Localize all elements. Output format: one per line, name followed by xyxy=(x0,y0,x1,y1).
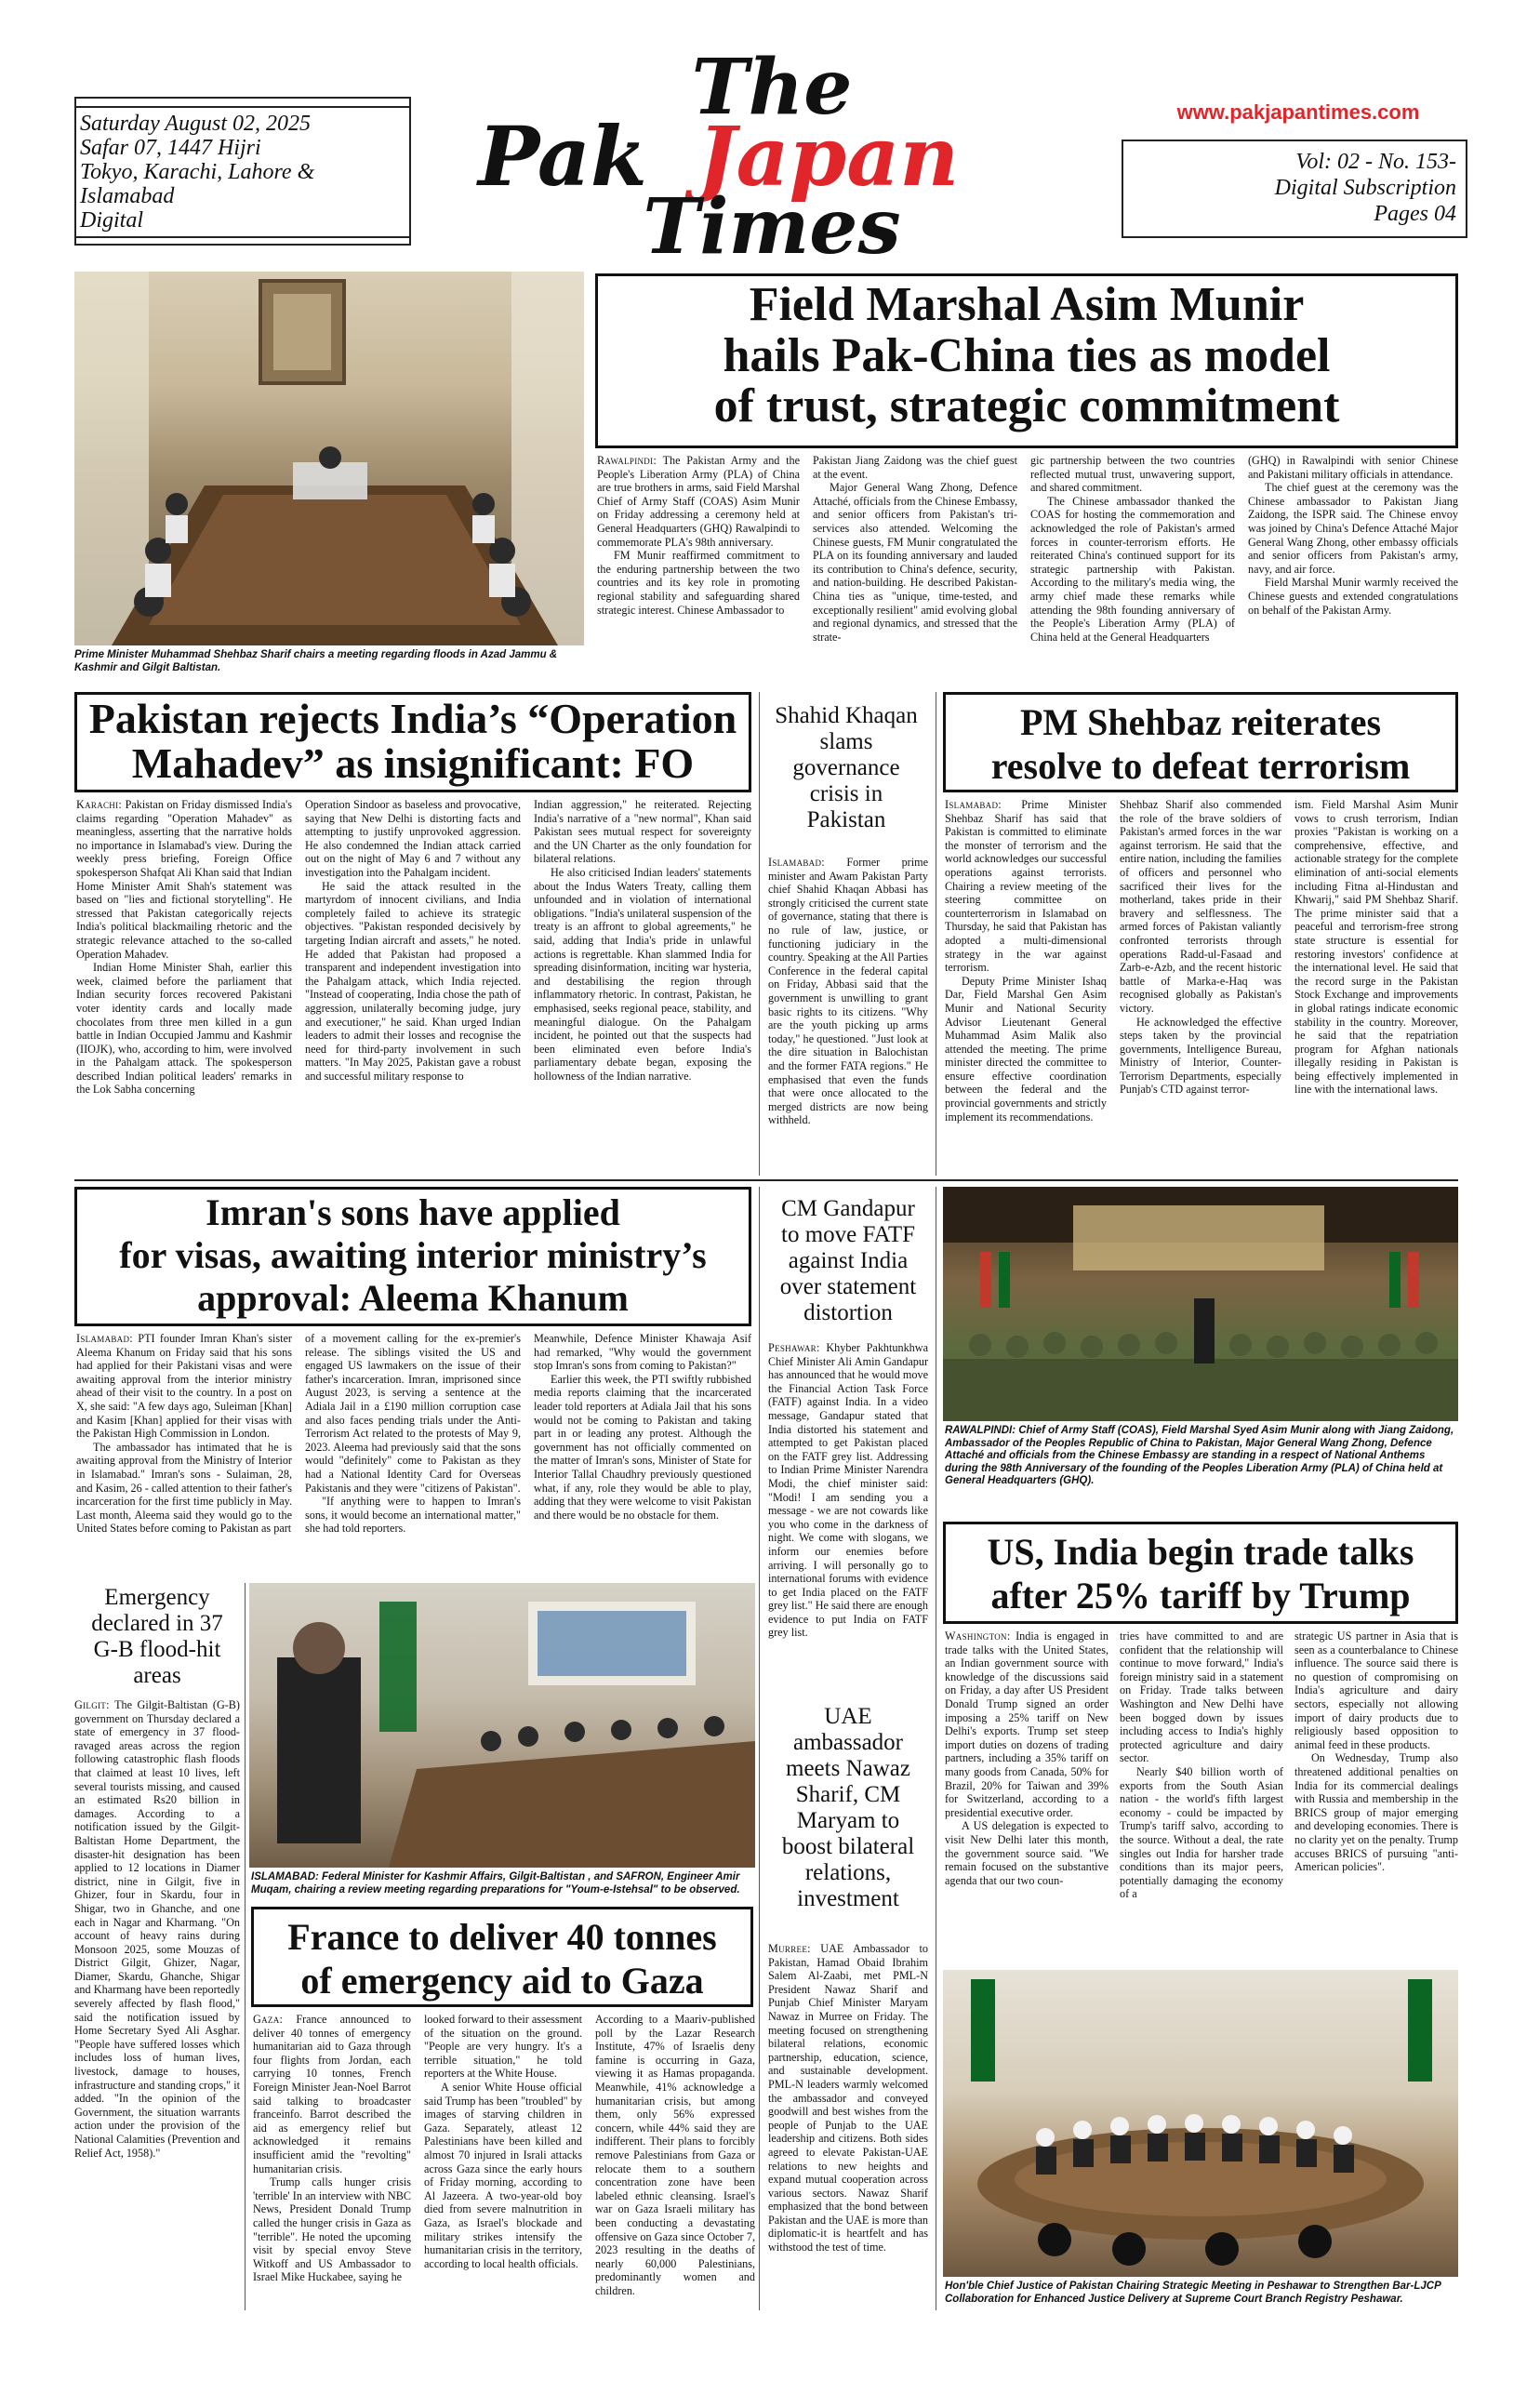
story7-column-2 xyxy=(1120,1629,1283,1936)
story10-column xyxy=(768,1942,928,2310)
story10-headline-line1: UAE xyxy=(824,1704,872,1729)
story9-column-2 xyxy=(424,2013,582,2310)
story2-headline-line2: Mahadev” as insignificant: FO xyxy=(131,739,695,788)
kashmir-affairs-photo-illustration xyxy=(249,1583,755,1868)
story9-col2b-text: A senior White House official said Trump has been "troubled" by images of starving children in Gaza. Separately, atleast 12 Palestinians have been killed and almost 70 injured in Israli attacks across Gaza since the early hours of Friday morning, according to Al Jazeera. A two-year-old boy died from severe malnutrition in Gaza, as Israel's blockade and military strikes intensify the humanitarian crisis in the territory, according to local health officials. xyxy=(424,2080,582,2270)
edition-type: Digital xyxy=(80,208,144,233)
story7-col2-text: tries have committed to and are confident that the relationship will continue to move forward," India's foreign ministry said in a statement on Friday. Trade talks between Washington and New Delhi have been bogged down by issues including access to India's highly protected agriculture and dairy sector. xyxy=(1120,1629,1283,1765)
volume-box xyxy=(1122,140,1467,238)
story10-dateline: Murree: xyxy=(768,1942,811,1955)
story8-headline-line3: G-B flood-hit xyxy=(93,1637,221,1662)
story6-text: Khyber Pakhtunkhwa Chief Minister Ali Amin Gandapur has announced that he would move the Financial Action Task Force (FATF) against India. In a video message, Gandapur stated that India distorted his statement and attempted to get Pakistan placed on the FATF grey list. Addressing to Indian Prime Minister Narendra Modi, the chief minister said: "Modi! I am sending you a message - we are not cowards like you who come in the darkness of night. We come with slogans, we inform our enemies before arriving. I will personally go to international forums with evidence to get India placed on the FATF grey list." He said there are enough evidence to put India on FATF grey list. xyxy=(768,1341,928,1640)
story2-headline-box xyxy=(74,692,751,792)
story7-col2b-text: Nearly $40 billion worth of exports from the South Asian nation - the world's fifth largest economy - could be impacted by Trump's tariff salvo, according to the source. Without a deal, the rate singles out India for harsher trade conditions than its major peers, potentially damaging the economy of a xyxy=(1120,1764,1283,1901)
story2-column-3 xyxy=(534,798,751,1174)
story9-headline-line2: of emergency aid to Gaza xyxy=(300,1960,704,2002)
masthead-pak: Pak xyxy=(478,108,647,205)
story3-headline-line3: governance xyxy=(792,755,900,780)
story5-column-1 xyxy=(76,1332,292,1576)
chief-justice-caption: Hon'ble Chief Justice of Pakistan Chairing Strategic Meeting in Peshawar to Strengthen Bar-LJCP Collaboration for Enhanced Justice Delivery at Supreme Court Branch Registry Peshawar. xyxy=(945,2281,1441,2305)
story5-col2b-text: "If anything were to happen to Imran's sons, it would become an international matter," she had told reporters. xyxy=(305,1495,521,1536)
story4-column-3 xyxy=(1294,798,1458,1174)
story4-col1-text: Prime Minister Shehbaz Sharif has said that Pakistan is committed to eliminate the monster of terrorism and the world acknowledges our successful operations against terrorists. Chairing a review meeting of the steering committee on counterterrorism in Islamabad on Thursday, he said that Pakistan has adopted a multi-dimensional strategy in the war against terrorism. xyxy=(945,798,1107,975)
story7-col3-text: strategic US partner in Asia that is seen as a counterbalance to Chinese influence. The source said there is no question of compromising on India's agriculture and dairy sectors, especially not allowing import of dairy products due to religiously based opposition to animal feed in these products. xyxy=(1294,1629,1458,1751)
story4-col2-text: Shehbaz Sharif also commended the role of the brave soldiers of Pakistan's armed forces in the war against terrorism. He said that the entire nation, including the families of officers and personnel who sacrificed their lives for the motherland, takes pride in their bravery and selflessness. The armed forces of Pakistan valiantly confronted terrorists through operations Radd-ul-Fasaad and Zarb-e-Azb, and the recent historic battle of Marka-e-Haq was recognised globally as Pakistan's victory. xyxy=(1120,798,1281,1015)
story1-col3-text: gic partnership between the two countries reflected mutual trust, unwavering support, and shared commitment. xyxy=(1030,454,1235,495)
story9-column-1 xyxy=(253,2013,411,2310)
story2-col1-text: Pakistan on Friday dismissed India's claims regarding "Operation Mahadev" as meaningless, asserting that the narrative holds no importance in Islamabad's view. During the weekly press briefing, Foreign Office spokesperson Shafqat Ali Khan said that Indian Home Minister Amit Shah's statement was based on "lies and fictional storytelling". He stressed that Pakistan categorically rejects India's political blackmailing rhetoric and the strategic relevance attached to the so-called Operation Mahadev. xyxy=(76,798,292,961)
flood-meeting-caption: Prime Minister Muhammad Shehbaz Sharif chairs a meeting regarding floods in Azad Jammu & Kashmir and Gilgit Baltistan. xyxy=(74,649,558,673)
story5-col1-text: PTI founder Imran Khan's sister Aleema Khanum on Friday said that his sons had applied for their Pakistani visas and were awaiting approval from the interior ministry ahead of their visit to the country. In a post on X, she said: "A few days ago, Suleiman [Khan] and Kasim [Khan] applied for their visas with the Pakistan High Commission in London. xyxy=(76,1332,292,1441)
story1-col3b-text: The Chinese ambassador thanked the COAS for hosting the commemoration and acknowledged the role of Pakistan's armed forces in counter-terrorism efforts. He reiterated China's continued support for its strategic partnership with Pakistan. According to the military's media wing, the army chief made these remarks while attending the 98th founding anniversary of the People's Liberation Army (PLA) of China held at the General Headquarters xyxy=(1030,494,1235,644)
story7-col1-text: India is engaged in trade talks with the United States, an Indian government source with knowledge of the discussions said on Friday, a day after US President Donald Trump signed an order imposing a 25% tariff on New Delhi's exports. Trump set steep import duties on dozens of trading partners, including a 35% tariff on many goods from Canada, 50% for Brazil, 20% for Taiwan and 39% for Switzerland, according to a presidential executive order. xyxy=(945,1629,1109,1819)
story6-column xyxy=(768,1341,928,1640)
flood-meeting-photo-illustration xyxy=(74,272,584,645)
story10-headline xyxy=(768,1704,928,1912)
story1-col1-text: The Pakistan Army and the People's Liberation Army (PLA) of China are true brothers in arms, said Field Marshal Chief of Army Staff (COAS) Asim Munir on Friday addressing a ceremony held at General Headquarters (GHQ) Rawalpindi to commemorate PLA's 98th anniversary. xyxy=(597,454,801,549)
story1-col2b-text: Major General Wang Zhong, Defence Attaché, officials from the Chinese Embassy, and senior officers from Pakistan's tri-services also attended. Welcoming the Chinese guests, FM Munir congratulated the PLA on its founding anniversary and lauded its contribution to China's defence, security, and nation-building. He described Pakistan-China ties as "unique, time-tested, and exceptionally resilient" amid evolving global and regional dynamics, and stressed that the strate- xyxy=(813,481,1017,644)
story5-col1b-text: The ambassador has intimated that he is awaiting approval from the Ministry of Interior in Islamabad." Imran's sons - Sulaiman, 28, and Kasim, 26 - called attention to their father's incarceration for the first time publicly in May. Last month, Aleema said they would go to the United States before coming to Pakistan as part xyxy=(76,1440,292,1536)
story10-headline-line7: relations, xyxy=(804,1860,892,1885)
story8-text: The Gilgit-Baltistan (G-B) government on Thursday declared a state of emergency in 37 flood-ravaged areas across the region following catastrophic flash floods that claimed at least 10 lives, left several tourists missing, and caused an estimated Rs20 billion in damages. According to a notification issued by the Gilgit-Baltistan Home Department, the disaster-hit designation has been applied to 12 locations in Diamer district, nine in Gilgit, five in Ghizer, four in Skardu, four in Shigar, two in Ghanche, and one each in Nagar and Kharmang. "On account of heavy rains during Monsoon 2025, some Mouzas of District Gilgit, Ghizer, Nagar, Diamer, Skardu, Ghanche, Shigar and Kharmang have been reportedly severely affected by flash flood," said the notification issued by Home Secretary Syed Ali Asghar. "People have suffered losses which includes loss of human lives, livestock, damage to houses, infrastructure and standing crops," it added. "In the opinion of the Government, the situation warrants action under the provision of the National Calamities (Prevention and Relief Act, 1958)." xyxy=(74,1698,240,2160)
story8-headline xyxy=(74,1585,240,1689)
story7-headline-line1: US, India begin trade talks xyxy=(987,1531,1414,1573)
cities-line: Tokyo, Karachi, Lahore & xyxy=(80,160,315,184)
kashmir-affairs-photo xyxy=(249,1583,755,1868)
story5-column-3 xyxy=(534,1332,751,1576)
story7-dateline: Washington: xyxy=(945,1629,1011,1643)
story1-col2-text: Pakistan Jiang Zaidong was the chief guest at the event. xyxy=(813,454,1017,481)
story1-col4-text: (GHQ) in Rawalpindi with senior Chinese and Pakistani military officials in attendance. xyxy=(1248,454,1458,481)
story2-dateline: Karachi: xyxy=(76,798,123,811)
story6-headline-line2: to move FATF xyxy=(781,1222,915,1247)
story1-column-4 xyxy=(1248,454,1458,679)
column-rule xyxy=(759,692,760,1176)
story4-headline-box xyxy=(943,692,1458,792)
story9-col1-text: France announced to deliver 40 tonnes of emergency humanitarian aid to Gaza through four flights from Jordan, each carrying 10 tonnes, French Foreign Minister Jean-Noel Barrot said talking to broadcaster franceinfo. Barrot described the aid as emergency relief but acknowledged it remains insufficient amid the "revolting" humanitarian crisis. xyxy=(253,2013,411,2175)
story2-headline-line1: Pakistan rejects India’s “Operation xyxy=(88,695,737,742)
story1-dateline: Rawalpindi: xyxy=(597,454,657,467)
story1-headline-line1: Field Marshal Asim Munir xyxy=(749,278,1305,331)
story4-column-1 xyxy=(945,798,1107,1174)
story3-headline xyxy=(768,703,924,833)
story3-dateline: Islamabad: xyxy=(768,856,825,869)
story2-col2-text: Operation Sindoor as baseless and provocative, saying that New Delhi is distorting facts and attempting to justify unprovoked aggression. He also condemned the Indian attack carried out on the night of May 6 and 7 without any investigation into the Pahalgam incident. xyxy=(305,798,521,879)
story3-headline-line5: Pakistan xyxy=(806,807,886,832)
story5-headline-box xyxy=(74,1187,751,1326)
story10-headline-line3: meets Nawaz xyxy=(786,1756,910,1781)
story9-col3-text: According to a Maariv-published poll by the Lazar Research Institute, 47% of Israelis deny famine is occurring in Gaza, viewing it as Hamas propaganda. Meanwhile, 41% acknowledge a humanitarian crisis, but among them, only 56% expressed concern, while 44% said they are indifferent. Their plans to forcibly remove Palestinians from Gaza or relocate them to a southern concentration zone have been labeled ethnic cleansing. Israel's war on Gaza Israeli military has been conducting a devastating offensive on Gaza since October 7, 2023 resulting in the deaths of nearly 60,000 Palestinians, predominantly women and children. xyxy=(595,2013,755,2297)
story9-headline-line1: France to deliver 40 tonnes xyxy=(287,1916,717,1958)
masthead-the: The xyxy=(691,43,853,132)
story6-headline xyxy=(768,1196,928,1326)
story10-headline-line6: boost bilateral xyxy=(781,1834,915,1859)
masthead-japan: Japan xyxy=(697,108,960,205)
story4-dateline: Islamabad: xyxy=(945,798,1002,811)
story1-headline-box xyxy=(595,273,1458,448)
column-rule xyxy=(245,1583,246,2310)
story1-column-1 xyxy=(597,454,800,679)
story8-headline-line4: areas xyxy=(133,1663,181,1688)
story6-dateline: Peshawar: xyxy=(768,1341,820,1354)
story9-col2-text: looked forward to their assessment of the situation on the ground. "People are very hungry. It's a terrible situation," he told reporters at the White House. xyxy=(424,2013,582,2081)
story4-headline-line1: PM Shehbaz reiterates xyxy=(1019,701,1382,743)
ghq-ceremony-photo xyxy=(943,1187,1458,1421)
story2-col2b-text: He said the attack resulted in the martyrdom of innocent civilians, and India completely failed to achieve its strategic objectives. "Pakistan responded decisively by targeting Indian aircraft and assets," he noted. He added that Pakistan had proposed a transparent and independent investigation into the Pahalgam attack, which India rejected. "Instead of cooperating, India chose the path of aggression, unilaterally becoming judge, jury and executioner," he said. Khan urged Indian leaders to admit their losses and recognise the need for third-party involvement in such matters. "In May 2025, Pakistan gave a robust and successful military response to xyxy=(305,879,521,1083)
kashmir-affairs-caption: ISLAMABAD: Federal Minister for Kashmir Affairs, Gilgit-Baltistan , and SAFRON, Engineer Amir Muqam, chairing a review meeting regarding preparations for "Youm-e-Istehsal" to be observed. xyxy=(251,1871,740,1895)
story9-col1b-text: Trump calls hunger crisis 'terrible' In an interview with NBC News, President Donald Trump called the hunger crisis in Gaza as "terrible". He noted the upcoming visit by special envoy Steve Witkoff and US Ambassador to Israel Mike Huckabee, saying he xyxy=(253,2175,411,2284)
section-divider xyxy=(74,1179,1458,1181)
story10-headline-line8: investment xyxy=(797,1886,899,1911)
story5-headline-line3: approval: Aleema Khanum xyxy=(197,1277,629,1319)
masthead-logo xyxy=(428,43,1097,272)
story5-dateline: Islamabad: xyxy=(76,1332,133,1345)
story3-headline-line4: crisis in xyxy=(809,781,883,806)
story5-headline-line1: Imran's sons have applied xyxy=(206,1191,620,1233)
story5-col2-text: of a movement calling for the ex-premier's release. The siblings visited the US and engaged US lawmakers on the issue of their father's incarceration. Imran, imprisoned since August 2023, is serving a sentence at the Adiala Jail in a £190 million corruption case and also faces pending trials under the Anti-Terrorism Act related to the protests of May 9, 2023. Aleema had previously said that the sons would "definitely" come to Pakistan as they had a National Identity Card for Overseas Pakistanis and they were "citizens of Pakistan". xyxy=(305,1332,521,1495)
masthead-times: Times xyxy=(643,182,901,272)
cities-line-2: Islamabad xyxy=(80,184,175,208)
story7-column-3 xyxy=(1294,1629,1458,1936)
story8-headline-line1: Emergency xyxy=(104,1585,210,1610)
date-box xyxy=(74,97,411,246)
story4-headline-line2: resolve to defeat terrorism xyxy=(990,745,1411,788)
story8-headline-line2: declared in 37 xyxy=(91,1611,223,1636)
story1-headline-line3: of trust, strategic commitment xyxy=(713,379,1340,433)
story1-col4c-text: Field Marshal Munir warmly received the Chinese guests and extended congratulations on behalf of the Pakistan Army. xyxy=(1248,576,1458,617)
story4-col1b-text: Deputy Prime Minister Ishaq Dar, Field Marshal Gen Asim Munir and National Security Advisor Lieutenant General Muhammad Asim Malik also attended the meeting. The prime minister directed the committee to ensure effective coordination between the federal and the provincial governments and strictly implement its recommendations. xyxy=(945,974,1107,1124)
story9-column-3 xyxy=(595,2013,755,2310)
date-hijri: Safar 07, 1447 Hijri xyxy=(80,136,261,160)
column-rule xyxy=(759,1187,760,2310)
story5-col3-text: Meanwhile, Defence Minister Khawaja Asif had remarked, "Why would the government stop Imran's sons from coming to Pakistan?" xyxy=(534,1332,751,1373)
page-count: Pages 04 xyxy=(1374,202,1456,226)
story10-text: UAE Ambassador to Pakistan, Hamad Obaid Ibrahim Salem Al-Zaabi, met PML-N President Nawaz Sharif and Punjab Chief Minister Maryam Nawaz in Murree on Friday. The meeting focused on strengthening bilateral relations, economic partnership, education, science, and sustainable development. PML-N leaders warmly welcomed the ambassador and conveyed goodwill and best wishes from the people of Punjab to the UAE leadership and citizens. Both sides agreed to elevate Pakistan-UAE relations to new heights and expand mutual cooperation across various sectors. Nawaz Sharif emphasized that the bond between Pakistan and the UAE is more than diplomatic-it is heartfelt and has withstood the test of time. xyxy=(768,1942,929,2255)
story1-headline-line2: hails Pak-China ties as model xyxy=(723,328,1331,382)
subscription-type: Digital Subscription xyxy=(1274,176,1456,200)
story6-headline-line5: distortion xyxy=(803,1300,893,1325)
story1-col1b-text: FM Munir reaffirmed commitment to the enduring partnership between the two countries and its key role in promoting regional stability and safeguarding shared strategic interest. Chinese Ambassador to xyxy=(597,549,800,617)
story5-column-2 xyxy=(305,1332,521,1576)
ghq-ceremony-caption: RAWALPINDI: Chief of Army Staff (COAS), Field Marshal Syed Asim Munir along with Jiang Zaidong, Ambassador of the Peoples Republic of China to Pakistan, Major General Wang Zhong, Defence Attaché and officials from the Chinese Embassy are standing in a respect of National Anthems during the 98th Anniversary of the founding of the Peoples Liberation Army (PLA) of China held at General Headquarters (GHQ). xyxy=(945,1425,1454,1486)
story3-headline-line2: slams xyxy=(819,729,873,754)
story4-col3-text: ism. Field Marshal Asim Munir vows to crush terrorism, Indian proxies "Pakistan is working on a comprehensive, effective, and actionable strategy for the complete elimination of anti-social elements including Fitna al-Hindustan and Khwarij," said PM Shehbaz Sharif. The prime minister said that a peaceful and terrorism-free strong state structure is essential for restoring investors' confidence at the international level. He said that the record surge in the Pakistan Stock Exchange and improvements in global ratings indicate economic stability in the country. Moreover, he said that the repatriation program for Afghan nationals illegally residing in Pakistan is being effectively implemented in line with the international laws. xyxy=(1294,798,1458,1097)
story5-headline-line2: for visas, awaiting interior ministry’s xyxy=(119,1234,707,1276)
volume-number: Vol: 02 - No. 153- xyxy=(1295,150,1456,174)
story2-col1b-text: Indian Home Minister Shah, earlier this week, claimed before the parliament that Indian security forces recovered Pakistani voter identity cards and locally made chocolates from three men killed in a gun battle in Indian Occupied Jammu and Kashmir (IIOJK), who, according to him, were involved in the Pahalgam attack. The spokesperson described Indian political leaders' remarks in the Lok Sabha concerning xyxy=(76,961,292,1097)
story10-headline-line4: Sharif, CM xyxy=(795,1782,901,1807)
story10-headline-line5: Maryam to xyxy=(796,1808,900,1833)
story1-column-3 xyxy=(1030,454,1235,679)
story4-column-2 xyxy=(1120,798,1281,1174)
story7-column-1 xyxy=(945,1629,1109,1936)
story9-headline-box xyxy=(251,1907,753,2007)
story7-headline-box xyxy=(943,1522,1458,1624)
story3-headline-line1: Shahid Khaqan xyxy=(775,703,918,728)
story9-dateline: Gaza: xyxy=(253,2013,284,2026)
story6-headline-line1: CM Gandapur xyxy=(781,1196,915,1221)
flood-meeting-photo xyxy=(74,272,584,645)
story8-dateline: Gilgit: xyxy=(74,1698,110,1711)
chief-justice-photo xyxy=(943,1970,1458,2277)
story2-column-2 xyxy=(305,798,521,1174)
date-gregorian: Saturday August 02, 2025 xyxy=(80,112,312,136)
ghq-ceremony-photo-illustration xyxy=(943,1187,1458,1421)
story6-headline-line4: over statement xyxy=(779,1274,917,1299)
story1-column-2 xyxy=(813,454,1017,679)
story7-headline-line2: after 25% tariff by Trump xyxy=(990,1575,1411,1617)
story6-headline-line3: against India xyxy=(788,1248,909,1273)
story10-headline-line2: ambassador xyxy=(792,1730,904,1755)
story2-col3-text: Indian aggression," he reiterated. Rejecting India's narrative of a "new normal", Khan said Pakistan sees mutual respect for sovereignty and the UN Charter as the only foundation for bilateral relations. xyxy=(534,798,751,866)
story3-text: Former prime minister and Awam Pakistan Party chief Shahid Khaqan Abbasi has strongly criticised the current state of governance, stating that there is no rule of law, justice, or functioning judiciary in the country. Speaking at the All Parties Conference in the federal capital on Friday, Abbasi said that the government is unwilling to grant basic rights to its citizens. "Why are the youth picking up arms today," he questioned. "Just look at the dire situation in Balochistan and the former FATA regions." He emphasised that even the funds that were once allocated to the merged districts are now being withheld. xyxy=(768,856,929,1127)
story4-col2b-text: He acknowledged the effective steps taken by the provincial governments, Intelligence Bureau, Ministry of Interior, Counter-Terrorism Departments, especially Punjab's CTD against terror- xyxy=(1120,1015,1281,1097)
story8-column xyxy=(74,1698,240,2310)
chief-justice-photo-illustration xyxy=(943,1970,1458,2277)
story5-col3b-text: Earlier this week, the PTI swiftly rubbished media reports claiming that the incarcerated leader told reporters at Adiala Jail that his sons would not be coming to Pakistan and taking part in or leading any protest. Although the government has not officially commented on the matter of Imran's sons, Minister of State for Interior Tallal Chaudhry previously questioned what, if any, role they would be able to play, adding that they were welcome to visit Pakistan and there would be no obstacle for them. xyxy=(534,1372,751,1522)
story2-col3b-text: He also criticised Indian leaders' statements about the Indus Waters Treaty, calling them unfounded and in violation of international obligations. "India's unilateral suspension of the treaty is an affront to global agreements," he said, adding that India's pride in unlawful actions is regrettable. Khan slammed India for spreading disinformation, inciting war hysteria, and destabilising the region through inflammatory rhetoric. In contrast, Pakistan, he emphasised, seeks regional peace, stability, and meaningful dialogue. On the Pahalgam incident, he pointed out that the suspects had been eliminated even before India's parliamentary debate began, exposing the hollowness of the Indian narrative. xyxy=(534,865,751,1083)
story3-column xyxy=(768,856,928,1174)
story7-col3b-text: On Wednesday, Trump also threatened additional penalties on India for its commercial dealings with Russia and membership in the BRICS group of major emerging and developing economies. There is no clarity yet on the penalty. Trump accuses BRICS of pursuing "anti-American policies". xyxy=(1294,1751,1458,1874)
story1-col4b-text: The chief guest at the ceremony was the Chinese ambassador to Pakistan Jiang Zaidong, the ISPR said. The Chinese envoy was joined by China's Defence Attaché Major General Wang Zhong, other embassy officials and senior officers from Pakistan's army, navy, and air force. xyxy=(1248,481,1458,576)
website-url[interactable]: www.pakjapantimes.com xyxy=(1176,100,1420,124)
story7-col1b-text: A US delegation is expected to visit New Delhi later this month, the government source said. "We remain focused on the substantive agenda that our two coun- xyxy=(945,1819,1109,1887)
story2-column-1 xyxy=(76,798,292,1174)
